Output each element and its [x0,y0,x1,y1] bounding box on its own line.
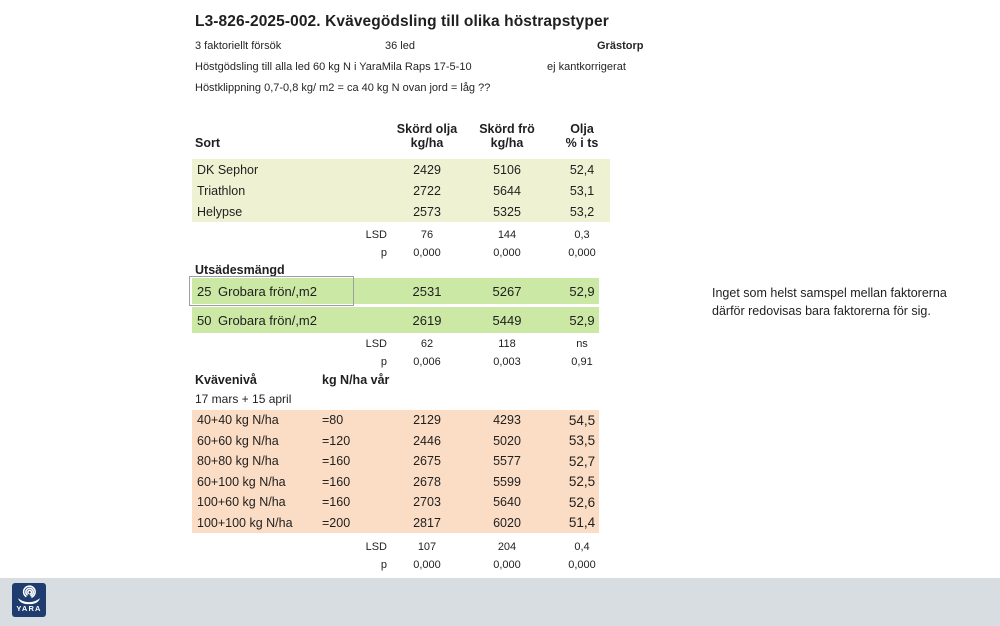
p-row-seed-rate: p 0,006 0,003 0,91 [380,356,593,368]
meta-treatment-count: 36 led [385,40,415,52]
interaction-note-line1: Inget som helst samspel mellan faktorerna [712,286,947,300]
nitrogen-application-dates: 17 mars + 15 april [195,391,292,406]
table-row-nitrogen: 80+80 kg N/ha =160 2675 5577 52,7 [192,451,617,472]
interaction-note [712,284,947,320]
p-row-nitrogen: p 0,000 0,000 0,000 [380,559,596,571]
section-heading-seed-rate: Utsädesmängd [195,263,285,277]
column-unit-kgha-2: kg/ha [490,136,524,150]
lsd-row-seed-rate: LSD 62 118 ns [365,338,588,350]
table-row-nitrogen: 40+40 kg N/ha =80 2129 4293 54,5 [192,410,617,431]
footer-band [0,578,1000,626]
nitrogen-heading: Kvävenivå [195,373,257,387]
meta-autumn-clipping: Höstklippning 0,7-0,8 kg/ m2 = ca 40 kg N ovan jord = låg ?? [195,82,491,94]
section-heading-nitrogen [192,371,617,389]
lsd-row-nitrogen: LSD 107 204 0,4 [365,541,590,553]
column-header-olja: Olja [570,122,594,136]
table-row-nitrogen: 100+60 kg N/ha =160 2703 5640 52,6 [192,492,617,513]
table-row-nitrogen: 60+100 kg N/ha =160 2678 5599 52,5 [192,472,617,493]
table-row-variety: DK Sephor 2429 5106 52,4 [192,159,617,180]
meta-edge-correction: ej kantkorrigerat [547,61,626,73]
table-row-variety: Triathlon 2722 5644 53,1 [192,180,617,201]
slide-title: L3-826-2025-002. Kvävegödsling till olika höstrapstyper [195,13,609,30]
column-header-sort: Sort [195,136,220,150]
nitrogen-subheading: kg N/ha vår [322,373,390,387]
yara-logo [12,583,46,617]
column-unit-pct-ts: % i ts [565,136,599,150]
column-header-skord-olja: Skörd olja [396,122,458,136]
column-header-row-1 [192,115,617,136]
meta-location: Grästorp [597,40,644,52]
meta-autumn-fertilization: Höstgödsling till alla led 60 kg N i YaraMila Raps 17-5-10 [195,61,472,73]
lsd-row-variety: LSD 76 144 0,3 [365,229,590,241]
table-row-seed-rate: 50 Grobara frön/,m2 2619 5449 52,9 [192,307,617,333]
table-row-variety: Helypse 2573 5325 53,2 [192,201,617,222]
p-row-variety: p 0,000 0,000 0,000 [380,247,596,259]
column-header-row-2 [192,136,617,157]
column-unit-kgha-1: kg/ha [410,136,444,150]
logo-wordmark: YARA [16,604,42,613]
viking-ship-icon [17,585,41,606]
table-row-nitrogen: 100+100 kg N/ha =200 2817 6020 51,4 [192,513,617,534]
column-header-skord-fro: Skörd frö [479,122,535,136]
interaction-note-line2: därför redovisas bara faktorerna för sig. [712,304,931,318]
results-table [192,115,617,574]
table-row-seed-rate: 25 Grobara frön/,m2 2531 5267 52,9 [192,278,617,304]
meta-trial-type: 3 faktoriellt försök [195,40,282,52]
table-row-nitrogen: 60+60 kg N/ha =120 2446 5020 53,5 [192,431,617,452]
